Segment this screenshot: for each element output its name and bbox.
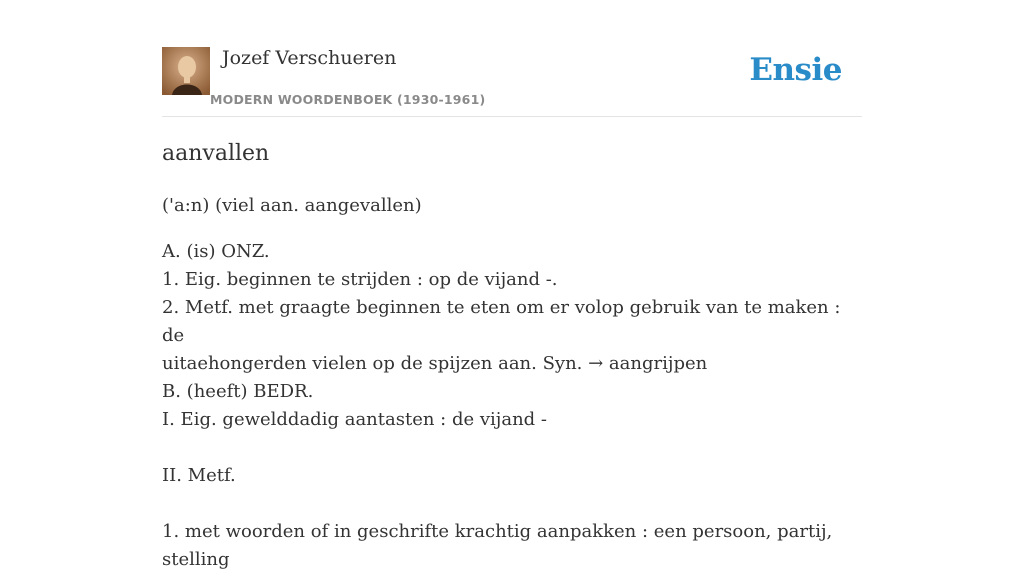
definition-line	[162, 490, 862, 518]
definition-line: B. (heeft) BEDR.	[162, 381, 314, 402]
author-name[interactable]: Jozef Verschueren	[222, 47, 397, 69]
definition-line: uitaehongerden vielen op de spijzen aan. Syn. → aangrijpen	[162, 353, 708, 374]
entry-title: aanvallen	[162, 141, 270, 166]
brand-logo[interactable]: Ensie	[749, 52, 842, 88]
entry-pronunciation: ('a:n) (viel aan. aangevallen)	[162, 195, 422, 216]
source-label[interactable]: MODERN WOORDENBOEK (1930-1961)	[210, 92, 486, 107]
entry-header	[162, 46, 862, 117]
definition-line: A. (is) ONZ.	[162, 241, 270, 262]
definition-line	[162, 434, 862, 462]
definition-line: I. Eig. gewelddadig aantasten : de vijand -	[162, 409, 548, 430]
definition-line: 1. met woorden of in geschrifte krachtig aanpakken : een persoon, partij, stelling	[162, 521, 833, 570]
author-avatar[interactable]	[162, 47, 210, 95]
entry-content	[162, 138, 862, 574]
definition-line: II. Metf.	[162, 465, 236, 486]
definition-line: 1. Eig. beginnen te strijden : op de vijand -.	[162, 269, 558, 290]
definition-line: 2. Metf. met graagte beginnen te eten om er volop gebruik van te maken : de	[162, 297, 841, 346]
entry-definition	[162, 238, 862, 574]
